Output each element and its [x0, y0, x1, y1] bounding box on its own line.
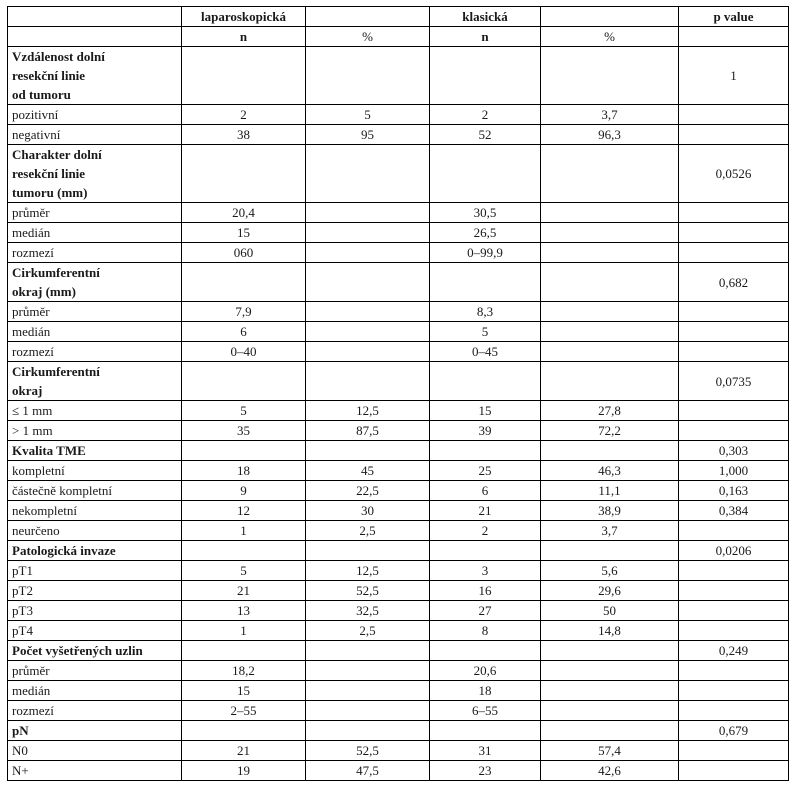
cell-pct-classic: 72,2 [541, 421, 679, 441]
header-empty-cell [679, 27, 789, 47]
cell-pct-laparoscopic [306, 681, 430, 701]
cell-n-laparoscopic: 060 [182, 243, 306, 263]
cell-n-classic: 39 [430, 421, 541, 441]
cell-pct-classic: 96,3 [541, 125, 679, 145]
cell-pct-classic [541, 223, 679, 243]
cell-n-classic: 6 [430, 481, 541, 501]
cell-empty [541, 641, 679, 661]
cell-pct-laparoscopic [306, 302, 430, 322]
results-table [7, 6, 789, 781]
cell-empty [541, 362, 679, 401]
row-label: pT3 [8, 601, 182, 621]
cell-empty [306, 721, 430, 741]
header-row-units [8, 27, 789, 47]
cell-pct-laparoscopic: 32,5 [306, 601, 430, 621]
cell-p-value [679, 761, 789, 781]
cell-pct-classic [541, 243, 679, 263]
cell-p-value [679, 203, 789, 223]
cell-empty [306, 441, 430, 461]
row-label: > 1 mm [8, 421, 182, 441]
cell-n-laparoscopic: 21 [182, 581, 306, 601]
header-pct-laparoscopic: % [306, 27, 430, 47]
cell-p-value [679, 621, 789, 641]
cell-pct-classic [541, 322, 679, 342]
cell-n-classic: 0–99,9 [430, 243, 541, 263]
table-row [8, 223, 789, 243]
cell-pct-classic [541, 203, 679, 223]
cell-empty [430, 263, 541, 302]
cell-empty [182, 362, 306, 401]
cell-n-classic: 8,3 [430, 302, 541, 322]
section-row [8, 362, 789, 401]
cell-n-classic: 18 [430, 681, 541, 701]
cell-empty [306, 362, 430, 401]
cell-pct-laparoscopic: 52,5 [306, 581, 430, 601]
cell-empty [541, 541, 679, 561]
cell-p-value [679, 741, 789, 761]
section-row [8, 641, 789, 661]
row-label: částečně kompletní [8, 481, 182, 501]
cell-n-laparoscopic: 21 [182, 741, 306, 761]
cell-pct-laparoscopic: 12,5 [306, 561, 430, 581]
cell-n-laparoscopic: 18 [182, 461, 306, 481]
cell-n-laparoscopic: 5 [182, 561, 306, 581]
cell-pct-classic: 3,7 [541, 105, 679, 125]
cell-p-value [679, 105, 789, 125]
row-label: rozmezí [8, 701, 182, 721]
cell-pct-laparoscopic: 2,5 [306, 521, 430, 541]
cell-pct-classic [541, 342, 679, 362]
cell-n-classic: 16 [430, 581, 541, 601]
cell-pct-laparoscopic: 45 [306, 461, 430, 481]
cell-p-value [679, 561, 789, 581]
cell-p-value [679, 302, 789, 322]
table-body [8, 47, 789, 781]
table-row [8, 302, 789, 322]
cell-p-value: 1 [679, 47, 789, 105]
cell-p-value: 0,249 [679, 641, 789, 661]
table-row [8, 501, 789, 521]
section-row [8, 145, 789, 203]
cell-pct-classic: 42,6 [541, 761, 679, 781]
cell-n-laparoscopic: 38 [182, 125, 306, 145]
cell-p-value [679, 125, 789, 145]
cell-n-laparoscopic: 0–40 [182, 342, 306, 362]
header-n-laparoscopic: n [182, 27, 306, 47]
cell-pct-laparoscopic [306, 661, 430, 681]
cell-n-laparoscopic: 6 [182, 322, 306, 342]
cell-pct-classic: 29,6 [541, 581, 679, 601]
cell-empty [541, 263, 679, 302]
cell-p-value: 0,0735 [679, 362, 789, 401]
cell-pct-classic: 3,7 [541, 521, 679, 541]
section-row [8, 721, 789, 741]
cell-empty [430, 541, 541, 561]
table-row [8, 741, 789, 761]
cell-pct-laparoscopic [306, 322, 430, 342]
cell-p-value [679, 401, 789, 421]
cell-pct-classic: 11,1 [541, 481, 679, 501]
cell-n-laparoscopic: 15 [182, 223, 306, 243]
cell-p-value [679, 342, 789, 362]
cell-n-laparoscopic: 1 [182, 521, 306, 541]
cell-pct-classic [541, 701, 679, 721]
cell-empty [182, 721, 306, 741]
cell-n-classic: 2 [430, 521, 541, 541]
cell-p-value: 0,0206 [679, 541, 789, 561]
cell-pct-classic: 50 [541, 601, 679, 621]
row-label: pT1 [8, 561, 182, 581]
cell-n-classic: 31 [430, 741, 541, 761]
table-row [8, 621, 789, 641]
row-label: nekompletní [8, 501, 182, 521]
row-label: medián [8, 322, 182, 342]
cell-empty [306, 263, 430, 302]
cell-p-value: 0,682 [679, 263, 789, 302]
cell-empty [182, 263, 306, 302]
cell-n-classic: 52 [430, 125, 541, 145]
cell-n-classic: 26,5 [430, 223, 541, 243]
cell-n-classic: 20,6 [430, 661, 541, 681]
row-label: N+ [8, 761, 182, 781]
cell-n-classic: 27 [430, 601, 541, 621]
table-row [8, 105, 789, 125]
cell-n-classic: 3 [430, 561, 541, 581]
cell-empty [430, 362, 541, 401]
section-row [8, 263, 789, 302]
cell-p-value: 1,000 [679, 461, 789, 481]
cell-p-value [679, 601, 789, 621]
cell-p-value [679, 521, 789, 541]
cell-pct-laparoscopic [306, 701, 430, 721]
cell-n-laparoscopic: 15 [182, 681, 306, 701]
cell-p-value [679, 581, 789, 601]
cell-pct-laparoscopic: 5 [306, 105, 430, 125]
table-row [8, 661, 789, 681]
cell-n-classic: 21 [430, 501, 541, 521]
cell-empty [541, 441, 679, 461]
table-row [8, 561, 789, 581]
cell-n-classic: 8 [430, 621, 541, 641]
table-row [8, 681, 789, 701]
row-label: medián [8, 223, 182, 243]
cell-p-value [679, 421, 789, 441]
cell-pct-laparoscopic: 95 [306, 125, 430, 145]
section-row [8, 541, 789, 561]
cell-pct-classic: 46,3 [541, 461, 679, 481]
cell-empty [541, 47, 679, 105]
cell-p-value [679, 223, 789, 243]
cell-pct-laparoscopic: 47,5 [306, 761, 430, 781]
cell-pct-laparoscopic [306, 243, 430, 263]
row-label: průměr [8, 661, 182, 681]
cell-p-value [679, 681, 789, 701]
table-row [8, 521, 789, 541]
cell-n-laparoscopic: 5 [182, 401, 306, 421]
cell-pct-laparoscopic: 52,5 [306, 741, 430, 761]
row-label: průměr [8, 302, 182, 322]
table-row [8, 125, 789, 145]
section-label: Počet vyšetřených uzlin [8, 641, 182, 661]
header-row-groups [8, 7, 789, 27]
cell-empty [182, 541, 306, 561]
row-label: pT2 [8, 581, 182, 601]
cell-n-laparoscopic: 13 [182, 601, 306, 621]
cell-n-laparoscopic: 12 [182, 501, 306, 521]
cell-p-value: 0,679 [679, 721, 789, 741]
cell-empty [182, 441, 306, 461]
header-group-classic: klasická [430, 7, 541, 27]
row-label: kompletní [8, 461, 182, 481]
cell-pct-classic [541, 302, 679, 322]
table-row [8, 581, 789, 601]
cell-empty [430, 641, 541, 661]
cell-p-value [679, 243, 789, 263]
cell-empty [182, 145, 306, 203]
cell-n-laparoscopic: 20,4 [182, 203, 306, 223]
cell-empty [541, 145, 679, 203]
cell-pct-laparoscopic: 22,5 [306, 481, 430, 501]
table-row [8, 481, 789, 501]
table-row [8, 701, 789, 721]
row-label: rozmezí [8, 243, 182, 263]
cell-n-laparoscopic: 35 [182, 421, 306, 441]
table-row [8, 761, 789, 781]
cell-n-classic: 23 [430, 761, 541, 781]
cell-pct-classic [541, 681, 679, 701]
header-empty-cell [8, 7, 182, 27]
cell-pct-laparoscopic: 2,5 [306, 621, 430, 641]
table-row [8, 601, 789, 621]
cell-n-laparoscopic: 18,2 [182, 661, 306, 681]
cell-empty [306, 641, 430, 661]
cell-n-laparoscopic: 1 [182, 621, 306, 641]
cell-empty [430, 145, 541, 203]
cell-n-classic: 25 [430, 461, 541, 481]
cell-n-laparoscopic: 7,9 [182, 302, 306, 322]
row-label: neurčeno [8, 521, 182, 541]
cell-pct-classic: 5,6 [541, 561, 679, 581]
cell-n-classic: 0–45 [430, 342, 541, 362]
row-label: ≤ 1 mm [8, 401, 182, 421]
header-group-laparoscopic: laparoskopická [182, 7, 306, 27]
section-label: Charakter dolní resekční linie tumoru (mm) [8, 145, 182, 203]
cell-empty [182, 641, 306, 661]
cell-n-classic: 30,5 [430, 203, 541, 223]
cell-n-laparoscopic: 2–55 [182, 701, 306, 721]
cell-pct-classic: 57,4 [541, 741, 679, 761]
section-row [8, 441, 789, 461]
row-label: medián [8, 681, 182, 701]
cell-p-value [679, 701, 789, 721]
cell-n-classic: 6–55 [430, 701, 541, 721]
cell-pct-laparoscopic: 87,5 [306, 421, 430, 441]
row-label: průměr [8, 203, 182, 223]
table-row [8, 401, 789, 421]
cell-pct-classic: 38,9 [541, 501, 679, 521]
cell-p-value: 0,303 [679, 441, 789, 461]
header-p-value: p value [679, 7, 789, 27]
cell-pct-laparoscopic [306, 342, 430, 362]
table-row [8, 203, 789, 223]
cell-pct-laparoscopic [306, 203, 430, 223]
table-row [8, 243, 789, 263]
cell-pct-classic: 27,8 [541, 401, 679, 421]
cell-n-classic: 2 [430, 105, 541, 125]
cell-pct-classic [541, 661, 679, 681]
cell-p-value [679, 661, 789, 681]
cell-n-laparoscopic: 9 [182, 481, 306, 501]
cell-n-laparoscopic: 19 [182, 761, 306, 781]
cell-p-value: 0,384 [679, 501, 789, 521]
cell-empty [306, 145, 430, 203]
table-row [8, 421, 789, 441]
header-pct-classic: % [541, 27, 679, 47]
cell-empty [430, 441, 541, 461]
table-row [8, 461, 789, 481]
section-row [8, 47, 789, 105]
cell-pct-laparoscopic [306, 223, 430, 243]
section-label: Patologická invaze [8, 541, 182, 561]
header-empty-cell [541, 7, 679, 27]
section-label: Kvalita TME [8, 441, 182, 461]
cell-empty [182, 47, 306, 105]
section-label: Cirkumferentní okraj (mm) [8, 263, 182, 302]
cell-p-value: 0,163 [679, 481, 789, 501]
cell-empty [541, 721, 679, 741]
table-row [8, 322, 789, 342]
cell-empty [430, 721, 541, 741]
cell-pct-classic: 14,8 [541, 621, 679, 641]
row-label: pozitivní [8, 105, 182, 125]
row-label: negativní [8, 125, 182, 145]
row-label: rozmezí [8, 342, 182, 362]
header-empty-cell [306, 7, 430, 27]
cell-p-value [679, 322, 789, 342]
cell-pct-laparoscopic: 30 [306, 501, 430, 521]
row-label: pT4 [8, 621, 182, 641]
section-label: Cirkumferentní okraj [8, 362, 182, 401]
cell-p-value: 0,0526 [679, 145, 789, 203]
cell-n-laparoscopic: 2 [182, 105, 306, 125]
table-row [8, 342, 789, 362]
cell-empty [306, 541, 430, 561]
section-label: pN [8, 721, 182, 741]
cell-n-classic: 15 [430, 401, 541, 421]
cell-empty [306, 47, 430, 105]
row-label: N0 [8, 741, 182, 761]
section-label: Vzdálenost dolní resekční linie od tumoru [8, 47, 182, 105]
cell-n-classic: 5 [430, 322, 541, 342]
header-empty-cell [8, 27, 182, 47]
header-n-classic: n [430, 27, 541, 47]
cell-empty [430, 47, 541, 105]
cell-pct-laparoscopic: 12,5 [306, 401, 430, 421]
